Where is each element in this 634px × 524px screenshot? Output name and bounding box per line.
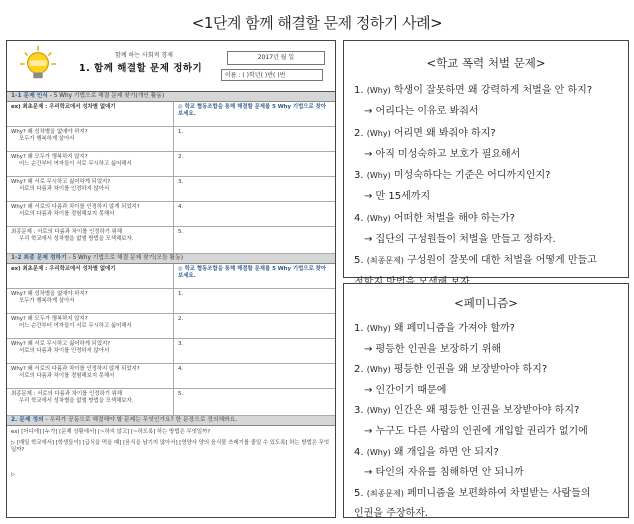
item-text: 왜 페미니즘을 가져야 할까? [390,323,515,334]
why-tag: (Why) [366,406,391,416]
section-1-subtitle: - 5 Why 기법으로 해결 문제 찾기(개인 활동) [47,93,165,99]
school-violence-title: <학교 폭력 처벌 문제> [426,56,546,70]
why-item [354,446,618,459]
answer-slot: 3. [174,339,336,364]
school-violence-list [354,84,618,289]
why-tag: (Why) [366,128,391,138]
table-header-right: ◎ 학교 협동조합을 통해 해결할 문제를 5 Why 기법으로 찾아보세요. [174,264,336,289]
item-text: 인간은 왜 평등한 인권을 보장받아야 하지? [390,405,580,417]
table-row [7,314,335,339]
why-tag: (Why) [366,171,391,181]
section-3-bar [7,416,335,426]
answer-item: → 타인의 자유를 침해하면 안 되니까 [364,467,524,479]
item-number: 4. [354,212,367,224]
why-item [354,363,618,376]
feminism-box [343,283,629,518]
table-header-right: ◎ 학교 협동조합을 통해 해결할 문제를 5 Why 기법으로 찾아보세요. [174,102,336,127]
table-row [7,102,335,127]
why-question: Why? 왜 서로의 다름과 차이를 인정하지 않게 되었지? [11,204,140,210]
section-3-body [7,426,335,486]
lightbulb-icon [19,45,57,83]
why-question: Why? 왜 모두가 행복하지 않지? [11,316,88,322]
why-answer: 서로의 다름과 차이를 인정하지 않아서 [19,186,110,193]
final-question: 최종문제 : 서로의 다름과 차이를 인정하기 위해 [11,391,123,397]
answer-slot: 5. [174,389,336,416]
why-tag: (Why) [366,324,391,333]
section-2-title: 1-2 최종 문제 정하기 [11,255,67,261]
answer-slot: 3. [174,177,336,202]
definition-marker: ▷ [11,472,16,479]
section-2-subtitle: - 5 Why 기법으로 해결 문제 찾기(모둠 활동) [66,255,184,261]
worksheet-name: 이름 : ( )학년( )반( )번 [221,69,323,81]
answer-slot: 1. [174,127,336,152]
why-answer: 모두가 행복하게 살아서 [19,136,75,143]
answer-slot: 2. [174,314,336,339]
table-row [7,289,335,314]
section-1-title: 1-1 문제 인식 [11,93,48,99]
table-row [7,364,335,389]
page-title: <1단계 함께 해결할 문제 정하기 사례> [191,14,443,32]
worksheet-image [6,40,336,518]
continuation-line: 인권을 주장하자. [354,508,428,520]
answer-item: → 어리다는 이유로 봐줘서 [364,106,479,118]
why-question: Why? 왜 서로의 다름과 차이를 인정하지 않게 되었지? [11,366,140,372]
table-header-left: ex) 최초문제 : 우리학교에서 성차별 없애기 [7,102,174,127]
item-number: 2. [354,364,367,376]
why-tag: (Why) [366,213,391,223]
why-question: Why? 왜 성차별을 없애야 하지? [11,129,88,135]
item-number: 3. [354,170,367,182]
item-number: 5. [354,255,367,267]
why-item [354,254,618,267]
answer-slot: 1. [174,289,336,314]
why-question: Why? 왜 모두가 행복하지 않지? [11,154,88,160]
why-tag: (Why) [366,447,391,457]
item-number: 3. [354,405,367,417]
item-text: 학생이 잘못하면 왜 강력하게 처벌을 안 하지? [390,85,593,96]
item-number: 2. [354,127,367,139]
table-row [7,202,335,227]
why-tag: (Why) [366,86,391,95]
why-item [354,169,618,182]
definition-example: ex) [어디에] [누가] [문제 상황에서] [~하지 않고] [~하도록] 하는 방법은 무엇일까? [11,429,211,435]
answer-item: → 평등한 인권을 보장하기 위해 [364,343,502,355]
section-3-subtitle: - 우리가 공동으로 해결해야 할 문제는 무엇인가요? 한 문장으로 정의해봐요. [43,417,238,423]
why-tag: (최종문제) [366,256,404,266]
item-text: 페미니즘을 보편화하여 차별받는 사람들의 [403,487,591,499]
why-answer: 어느 순간부터 여자들이 서로 무시하고 싫어해서 [19,161,132,168]
why-item [354,212,618,225]
why-answer: 어느 순간부터 여자들이 서로 무시하고 싫어해서 [19,323,132,330]
why-answer: 서로의 다름과 차이를 인정하지 않아서 [19,348,110,355]
feminism-list [354,322,618,520]
table-row [7,389,335,416]
why-tag: (Why) [366,365,391,375]
why-item [354,84,618,97]
why-item [354,404,618,417]
why-question: Why? 왜 서로 무시하고 싫어하게 되었지? [11,341,111,347]
section-2-table [7,264,335,416]
table-row [7,152,335,177]
section-1-bar [7,92,335,102]
why-answer: 모두가 행복하게 살아서 [19,298,75,305]
worksheet-main-title: 1. 함께 해결할 문제 정하기 [79,63,203,74]
worksheet-subtitle: 함께 하는 사회적 경제 [115,52,173,59]
worksheet-header [7,41,335,92]
item-text: 평등한 인권을 왜 보장받아야 하지? [390,364,548,376]
why-tag: (최종문제) [366,488,404,498]
why-answer: 서로의 다름과 차이를 경험해보지 못해서 [19,211,115,218]
school-violence-box [343,40,629,278]
worksheet-date: 2017년 월 일 [227,51,325,65]
table-row [7,177,335,202]
why-item [354,487,618,500]
item-number: 1. [354,323,367,334]
table-row [7,264,335,289]
item-text: 미성숙하다는 기준은 어디까지인지? [390,170,551,182]
item-number: 5. [354,487,367,499]
why-question: Why? 왜 서로 무시하고 싫어하게 되었지? [11,179,111,185]
answer-item: → 인간이기 때문에 [364,384,447,396]
definition-example-2: ▷ [매일 학교에서] [학생들이] [급식을 먹을 때] [음식을 남기지 않아서] [영양사 양의 음식물 쓰레기를 줄일 수 있도록] 하는 방법은 무엇일까? [11,440,330,454]
item-text: 어떠한 처벌을 해야 하는가? [390,212,515,224]
item-text: 어리면 왜 봐줘야 하지? [390,127,496,139]
item-number: 4. [354,446,367,458]
why-item [354,322,618,335]
table-row [7,227,335,254]
final-answer: 우리 학교에서 성차별을 없앨 방법을 모색해보자. [19,236,134,243]
answer-item: → 만 15세까지 [364,191,431,203]
item-text: 구성원이 잘못에 대한 처벌을 어떻게 만들고 [403,255,597,267]
answer-item: → 누구도 다른 사람의 인권에 개입할 권리가 없기에 [364,425,588,437]
item-text: 왜 개입을 하면 안 되지? [390,446,499,458]
answer-item: → 아직 미성숙하고 보호가 필요해서 [364,148,521,160]
why-question: Why? 왜 성차별을 없애야 하지? [11,291,88,297]
section-3-title: 2. 문제 정의 [11,417,44,423]
why-answer: 서로의 다름과 차이를 경험해보지 못해서 [19,373,115,380]
answer-slot: 2. [174,152,336,177]
table-row [7,127,335,152]
feminism-title: <페미니즘> [454,296,518,310]
answer-item: → 집단의 구성원들이 처벌을 만들고 정하자. [364,234,556,246]
answer-slot: 5. [174,227,336,254]
section-1-table [7,102,335,254]
why-item [354,127,618,140]
answer-slot: 4. [174,202,336,227]
final-question: 최종문제 : 서로의 다름과 차이를 인정하기 위해 [11,229,123,235]
answer-slot: 4. [174,364,336,389]
table-row [7,339,335,364]
item-number: 1. [354,85,367,96]
final-answer: 우리 학교에서 성차별을 없앨 방법을 모색해보자. [19,398,134,405]
table-header-left: ex) 최초문제 : 우리학교에서 성차별 없애기 [7,264,174,289]
section-2-bar [7,254,335,264]
